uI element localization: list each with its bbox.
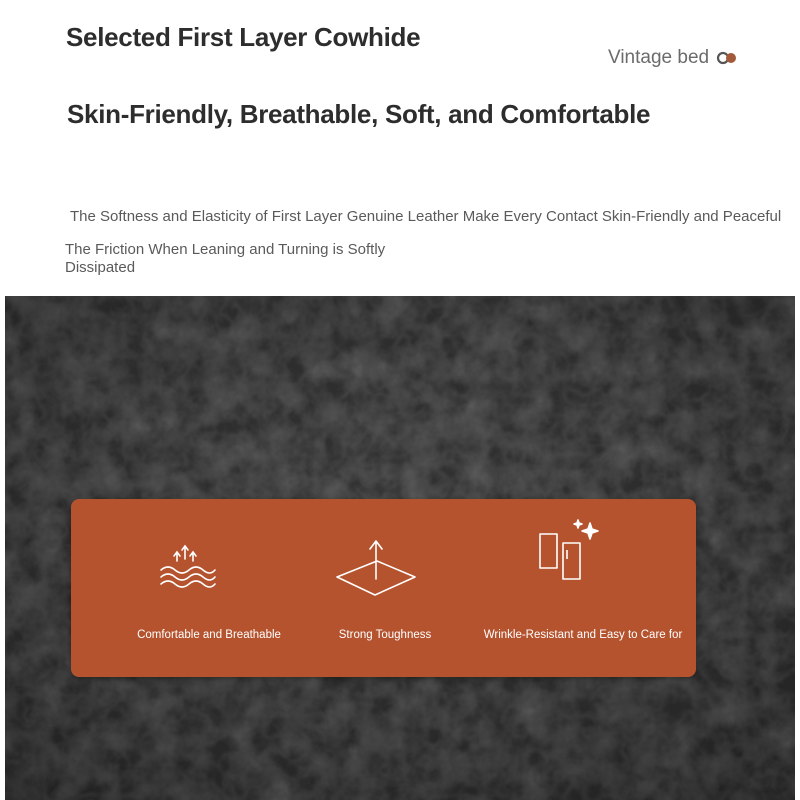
brand-logo xyxy=(608,47,741,69)
breathable-waves-icon xyxy=(157,544,217,592)
description-line-1: The Softness and Elasticity of First Layer Genuine Leather Make Every Contact Skin-Friendly and Peaceful xyxy=(70,208,782,225)
feature-wrinkle-resistant xyxy=(479,499,687,677)
brand-rings-icon xyxy=(715,50,741,66)
description-line-2: The Friction When Leaning and Turning is Softly Dissipated xyxy=(65,241,386,276)
features-panel xyxy=(71,499,696,677)
toughness-arrow-icon xyxy=(333,537,417,599)
page-subtitle: Skin-Friendly, Breathable, Soft, and Comfortable xyxy=(67,99,651,129)
feature-label-wrinkle-resistant: Wrinkle-Resistant and Easy to Care for xyxy=(483,629,683,641)
feature-label-toughness: Strong Toughness xyxy=(338,629,432,641)
feature-label-breathable: Comfortable and Breathable xyxy=(137,629,281,641)
feature-toughness xyxy=(281,499,489,677)
page-title: Selected First Layer Cowhide xyxy=(66,22,421,52)
brand-name: Vintage bed xyxy=(608,47,710,68)
sparkle-panels-icon xyxy=(537,517,607,581)
